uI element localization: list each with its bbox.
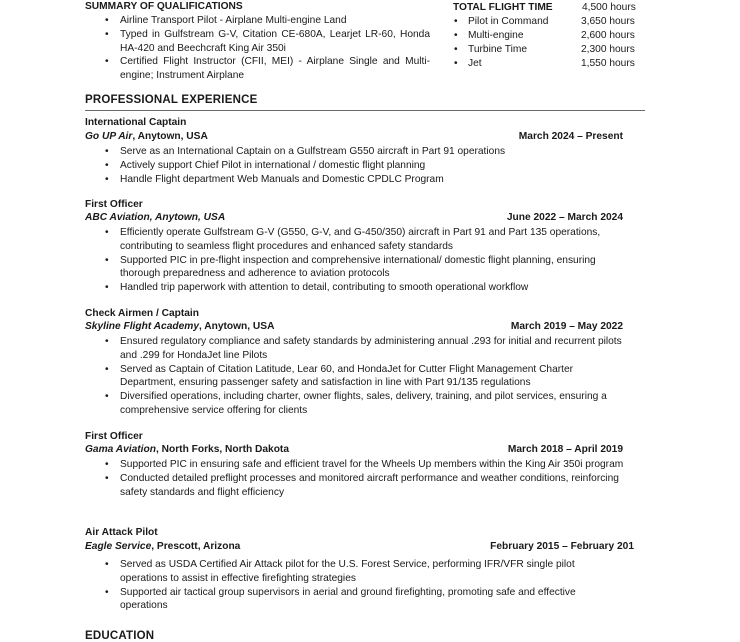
flight-time-title: TOTAL FLIGHT TIME [453,2,553,13]
job-bullet: • Actively support Chief Pilot in international / domestic flight planning [85,159,625,173]
company-name: Go UP Air [85,131,133,142]
job-bullet: • Handled trip paperwork with attention to detail, contributing to smooth operational workflow [85,281,620,295]
job-bullet: • Efficiently operate Gulfstream G-V (G550, G-V, and G-450/350) aircraft in Part 91 and Part 135 operations, contributing to seamless flight procedures and enhanced safety standards [85,226,620,254]
job-bullet: • Supported PIC in pre-flight inspection and comprehensive international/ domestic flight planning, ensuring thorough preparedness and adherence to aviation protocols [85,254,620,282]
job-bullet: • Conducted detailed preflight processes and monitored aircraft performance and weather conditions, reinforcing safety standards and flight efficiency [85,472,633,500]
summary-item: • Airline Transport Pilot - Airplane Multi-engine Land [85,14,430,28]
job-bullets [85,458,633,499]
job-title: Check Airmen / Captain [85,308,199,319]
flight-time-row [453,57,653,71]
job-dates: June 2022 – March 2024 [506,212,623,223]
flight-time-row [453,15,653,29]
job-title: Air Attack Pilot [85,527,158,538]
job-company [85,541,240,552]
job-dates: March 2019 – May 2022 [510,321,623,332]
experience-title: PROFESSIONAL EXPERIENCE [85,94,258,106]
company-name: ABC Aviation, Anytown, USA [85,212,226,223]
summary-item: • Certified Flight Instructor (CFII, MEI) - Airplane Single and Multi-engine; Instrument Airplane [85,55,430,83]
job-bullet: • Served as Captain of Citation Latitude, Lear 60, and HondaJet for Cutter Flight Management Charter Department, ensuring passenger safety and satisfaction in line with Part 91/135 regulations [85,363,630,391]
job-bullets [85,145,625,186]
job-bullet: • Handle Flight department Web Manuals and Domestic CPDLC Program [85,173,625,187]
flight-time-value: 2,600 hours [581,30,635,41]
job-bullets [85,226,620,295]
company-location: , North Forks, North Dakota [155,444,289,455]
job-bullet: • Ensured regulatory compliance and safety standards by administering annual .293 for initial and recurrent pilots and .299 for HondaJet line Pilots [85,335,630,363]
job-company [85,321,274,332]
job-bullet: • Supported PIC in ensuring safe and efficient travel for the Wheels Up members within the King Air 350i program [85,458,633,472]
job-company [85,444,289,455]
job-title: First Officer [85,431,143,442]
flight-time-label: • Jet [468,57,482,71]
flight-time-block [453,1,653,71]
company-location: , Prescott, Arizona [151,541,241,552]
summary-list [85,14,430,83]
company-name: Gama Aviation [85,444,156,455]
job-bullet: • Serve as an International Captain on a Gulfstream G550 aircraft in Part 91 operations [85,145,625,159]
job-dates: March 2024 – Present [518,131,623,142]
company-location: , Anytown, USA [198,321,275,332]
job-company [85,131,208,142]
flight-time-value: 3,650 hours [581,16,635,27]
education-title: EDUCATION [85,630,155,642]
flight-time-value: 1,550 hours [581,58,635,69]
flight-time-label: • Multi-engine [468,29,524,43]
job-bullets [85,335,630,418]
job-dates: March 2018 – April 2019 [507,444,623,455]
company-name: Eagle Service [85,541,152,552]
flight-time-value: 2,300 hours [581,44,635,55]
company-name: Skyline Flight Academy [85,321,199,332]
job-bullet: • Supported air tactical group supervisors in aerial and ground firefighting, promoting safe and effective operations [85,586,625,614]
job-company [85,212,225,223]
flight-time-label: • Pilot in Command [468,15,548,29]
summary-item: • Typed in Gulfstream G-V, Citation CE-680A, Learjet LR-60, Honda HA-420 and Beechcraft King Air 350i [85,28,430,56]
flight-time-label: • Turbine Time [468,43,527,57]
section-divider [85,110,645,111]
job-bullet: • Served as USDA Certified Air Attack pilot for the U.S. Forest Service, performing IFR/VFR single pilot operations to assist in effective firefighting strategies [85,558,625,586]
job-title: First Officer [85,199,143,210]
company-location: , Anytown, USA [132,131,208,142]
job-dates: February 2015 – February 201 [490,541,634,552]
flight-time-row [453,29,653,43]
summary-title: SUMMARY OF QUALIFICATIONS [85,1,243,12]
job-bullet: • Diversified operations, including charter, owner flights, sales, delivery, training, and pilot services, ensuring a comprehensive service offering for clients [85,390,630,418]
job-title: International Captain [85,117,187,128]
flight-time-total: 4,500 hours [582,2,636,13]
flight-time-row [453,43,653,57]
job-bullets [85,558,625,613]
